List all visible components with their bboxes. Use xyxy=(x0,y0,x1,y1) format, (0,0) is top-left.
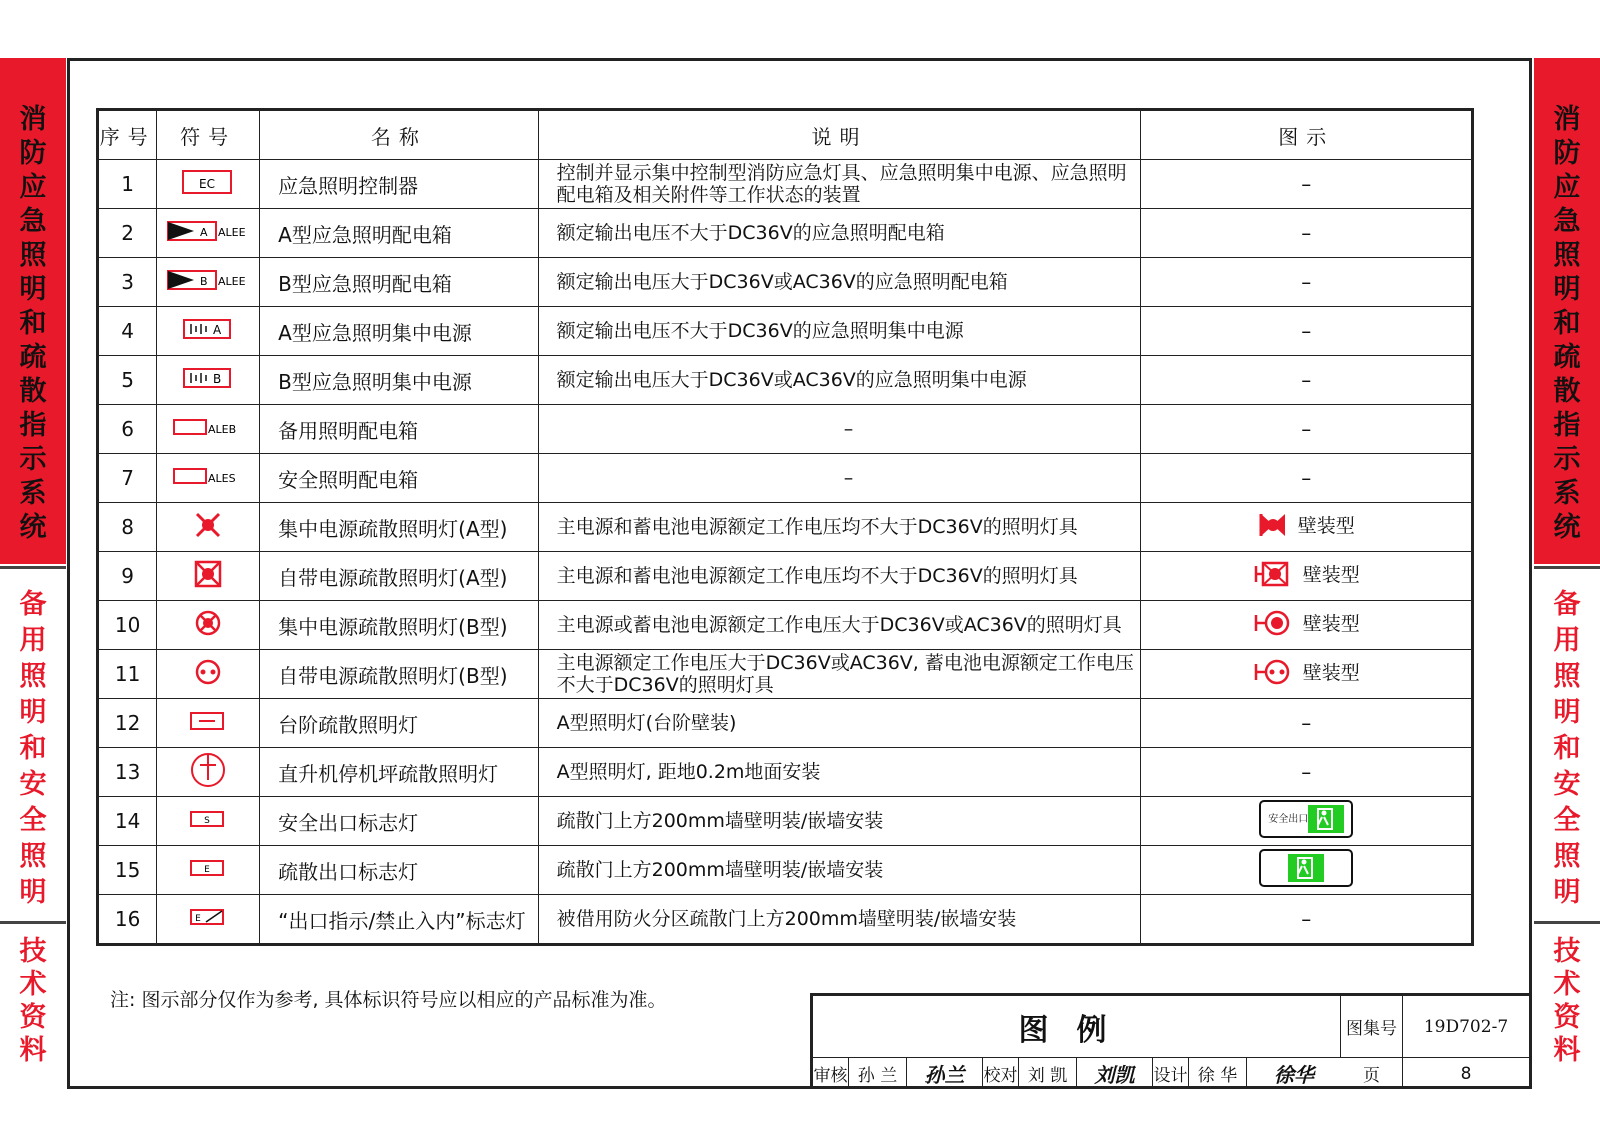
design-label: 设计 xyxy=(1153,1058,1189,1089)
row-illustration xyxy=(1141,797,1473,846)
sidebar-section-3: 技 术 资 料 xyxy=(0,921,66,1066)
row-description: – xyxy=(538,454,1141,503)
illustration-label: 安全出口 xyxy=(1268,813,1309,825)
row-number: 12 xyxy=(98,699,157,748)
row-number: 3 xyxy=(98,258,157,307)
table-row xyxy=(98,797,1473,846)
page-value: 8 xyxy=(1460,1063,1472,1084)
table-row xyxy=(98,209,1473,258)
row-name: 安全照明配电箱 xyxy=(260,454,538,503)
review-label: 审核 xyxy=(813,1058,849,1089)
row-description: – xyxy=(538,405,1141,454)
check-signature: 刘凯 xyxy=(1077,1058,1153,1089)
row-illustration xyxy=(1141,846,1473,895)
table-row xyxy=(98,699,1473,748)
row-illustration xyxy=(1141,650,1473,699)
illustration-icon xyxy=(1253,609,1360,637)
row-description: 额定输出电压不大于DC36V的应急照明配电箱 xyxy=(538,209,1141,258)
row-name: 备用照明配电箱 xyxy=(260,405,538,454)
row-symbol-icon xyxy=(157,699,260,748)
row-name: 自带电源疏散照明灯(A型) xyxy=(260,552,538,601)
row-symbol-icon xyxy=(157,797,260,846)
row-description: 控制并显示集中控制型消防应急灯具、应急照明集中电源、应急照明配电箱及相关附件等工作状态的装置 xyxy=(538,160,1141,209)
row-illustration xyxy=(1141,601,1473,650)
row-illustration: – xyxy=(1141,209,1473,258)
signature-row xyxy=(813,1058,1341,1089)
row-name: 自带电源疏散照明灯(B型) xyxy=(260,650,538,699)
svg-text:A: A xyxy=(200,225,208,239)
row-description: 疏散门上方200mm墙壁明装/嵌墙安装 xyxy=(538,846,1141,895)
row-illustration: – xyxy=(1141,258,1473,307)
row-number: 5 xyxy=(98,356,157,405)
row-illustration: – xyxy=(1141,748,1473,797)
row-number: 6 xyxy=(98,405,157,454)
row-description: 被借用防火分区疏散门上方200mm墙壁明装/嵌墙安装 xyxy=(538,895,1141,945)
review-signature: 孙兰 xyxy=(907,1058,983,1089)
row-symbol-icon xyxy=(157,895,260,945)
row-description: A型照明灯, 距地0.2m地面安装 xyxy=(538,748,1141,797)
row-name: A型应急照明集中电源 xyxy=(260,307,538,356)
illustration-icon xyxy=(1258,848,1354,888)
row-illustration: – xyxy=(1141,160,1473,209)
table-row xyxy=(98,650,1473,699)
row-illustration xyxy=(1141,552,1473,601)
illustration-label: 壁装型 xyxy=(1297,515,1355,537)
row-symbol-icon xyxy=(157,748,260,797)
svg-text:ALEE: ALEE xyxy=(218,274,246,288)
review-name: 孙 兰 xyxy=(849,1058,907,1089)
row-name: B型应急照明集中电源 xyxy=(260,356,538,405)
row-name: B型应急照明配电箱 xyxy=(260,258,538,307)
row-symbol-icon xyxy=(157,601,260,650)
row-description: 主电源或蓄电池电源额定工作电压大于DC36V或AC36V的照明灯具 xyxy=(538,601,1141,650)
row-symbol-icon xyxy=(157,454,260,503)
svg-text:ALES: ALES xyxy=(208,471,236,485)
row-symbol-icon xyxy=(157,307,260,356)
row-illustration xyxy=(1141,503,1473,552)
header-symbol: 符号 xyxy=(157,110,260,160)
row-name: 安全出口标志灯 xyxy=(260,797,538,846)
illustration-icon xyxy=(1253,560,1360,588)
row-illustration: – xyxy=(1141,699,1473,748)
table-row xyxy=(98,307,1473,356)
row-symbol-icon xyxy=(157,356,260,405)
row-name: “出口指示/禁止入内”标志灯 xyxy=(260,895,538,945)
row-symbol-icon xyxy=(157,552,260,601)
row-number: 16 xyxy=(98,895,157,945)
illustration-label: 壁装型 xyxy=(1302,564,1360,586)
row-number: 4 xyxy=(98,307,157,356)
row-illustration: – xyxy=(1141,356,1473,405)
row-symbol-icon xyxy=(157,846,260,895)
row-description: 疏散门上方200mm墙壁明装/嵌墙安装 xyxy=(538,797,1141,846)
design-signature: 徐华 xyxy=(1274,1063,1314,1087)
footnote: 注: 图示部分仅作为参考, 具体标识符号应以相应的产品标准为准。 xyxy=(110,989,667,1011)
row-illustration: – xyxy=(1141,454,1473,503)
row-illustration: – xyxy=(1141,405,1473,454)
illustration-icon xyxy=(1258,799,1354,839)
row-number: 7 xyxy=(98,454,157,503)
svg-text:EC: EC xyxy=(199,176,216,191)
row-description: A型照明灯(台阶壁装) xyxy=(538,699,1141,748)
row-number: 9 xyxy=(98,552,157,601)
row-name: 应急照明控制器 xyxy=(260,160,538,209)
row-name: 集中电源疏散照明灯(A型) xyxy=(260,503,538,552)
svg-text:B: B xyxy=(200,274,208,288)
row-illustration: – xyxy=(1141,895,1473,945)
check-name: 刘 凯 xyxy=(1019,1058,1077,1089)
row-symbol-icon xyxy=(157,503,260,552)
row-symbol-icon xyxy=(157,650,260,699)
illustration-icon xyxy=(1253,658,1360,686)
sidebar-section-2: 备 用 照 明 和 安 全 照 明 xyxy=(1534,566,1600,921)
table-header-row xyxy=(98,110,1473,160)
row-number: 14 xyxy=(98,797,157,846)
row-name: A型应急照明配电箱 xyxy=(260,209,538,258)
title-block xyxy=(810,993,1532,1089)
atlas-label: 图集号 xyxy=(1341,996,1403,1058)
header-desc: 说明 xyxy=(538,110,1141,160)
row-number: 1 xyxy=(98,160,157,209)
table-row xyxy=(98,552,1473,601)
svg-text:A: A xyxy=(213,322,222,337)
svg-text:E: E xyxy=(195,913,201,924)
header-name: 名称 xyxy=(260,110,538,160)
atlas-value: 19D702-7 xyxy=(1403,996,1529,1058)
row-number: 11 xyxy=(98,650,157,699)
row-description: 额定输出电压大于DC36V或AC36V的应急照明配电箱 xyxy=(538,258,1141,307)
row-name: 集中电源疏散照明灯(B型) xyxy=(260,601,538,650)
row-number: 8 xyxy=(98,503,157,552)
legend-table xyxy=(96,108,1474,946)
sidebar-section-1: 消 防 应 急 照 明 和 疏 散 指 示 系 统 xyxy=(0,58,66,564)
row-symbol-icon xyxy=(157,160,260,209)
table-row xyxy=(98,160,1473,209)
illustration-label: 壁装型 xyxy=(1302,662,1360,684)
sidebar-section-2: 备 用 照 明 和 安 全 照 明 xyxy=(0,566,66,921)
table-row xyxy=(98,601,1473,650)
table-row xyxy=(98,405,1473,454)
svg-text:B: B xyxy=(213,371,222,386)
header-num: 序号 xyxy=(98,110,157,160)
svg-text:S: S xyxy=(204,815,211,826)
row-symbol-icon xyxy=(157,258,260,307)
svg-text:E: E xyxy=(204,864,210,875)
row-illustration: – xyxy=(1141,307,1473,356)
row-description: 主电源和蓄电池电源额定工作电压均不大于DC36V的照明灯具 xyxy=(538,552,1141,601)
row-name: 疏散出口标志灯 xyxy=(260,846,538,895)
row-name: 直升机停机坪疏散照明灯 xyxy=(260,748,538,797)
row-number: 15 xyxy=(98,846,157,895)
row-number: 2 xyxy=(98,209,157,258)
drawing-title: 图例 xyxy=(813,996,1341,1058)
check-label: 校对 xyxy=(983,1058,1019,1089)
row-symbol-icon xyxy=(157,405,260,454)
row-number: 10 xyxy=(98,601,157,650)
table-row xyxy=(98,356,1473,405)
table-row xyxy=(98,258,1473,307)
row-description: 额定输出电压不大于DC36V的应急照明集中电源 xyxy=(538,307,1141,356)
row-symbol-icon xyxy=(157,209,260,258)
row-description: 主电源和蓄电池电源额定工作电压均不大于DC36V的照明灯具 xyxy=(538,503,1141,552)
row-description: 额定输出电压大于DC36V或AC36V的应急照明集中电源 xyxy=(538,356,1141,405)
illustration-label: 壁装型 xyxy=(1302,613,1360,635)
page-label: 页 xyxy=(1341,1058,1403,1089)
row-name: 台阶疏散照明灯 xyxy=(260,699,538,748)
sidebar-section-3: 技 术 资 料 xyxy=(1534,921,1600,1066)
sidebar-section-1: 消 防 应 急 照 明 和 疏 散 指 示 系 统 xyxy=(1534,58,1600,564)
row-number: 13 xyxy=(98,748,157,797)
table-row xyxy=(98,748,1473,797)
table-row xyxy=(98,454,1473,503)
header-illus: 图示 xyxy=(1141,110,1473,160)
table-row xyxy=(98,895,1473,945)
row-description: 主电源额定工作电压大于DC36V或AC36V, 蓄电池电源额定工作电压不大于DC36V的照明灯具 xyxy=(538,650,1141,699)
table-row xyxy=(98,846,1473,895)
design-name: 徐 华 xyxy=(1189,1058,1247,1089)
svg-text:ALEB: ALEB xyxy=(208,422,237,436)
svg-text:ALEE: ALEE xyxy=(218,225,246,239)
table-row xyxy=(98,503,1473,552)
illustration-icon xyxy=(1258,511,1355,539)
